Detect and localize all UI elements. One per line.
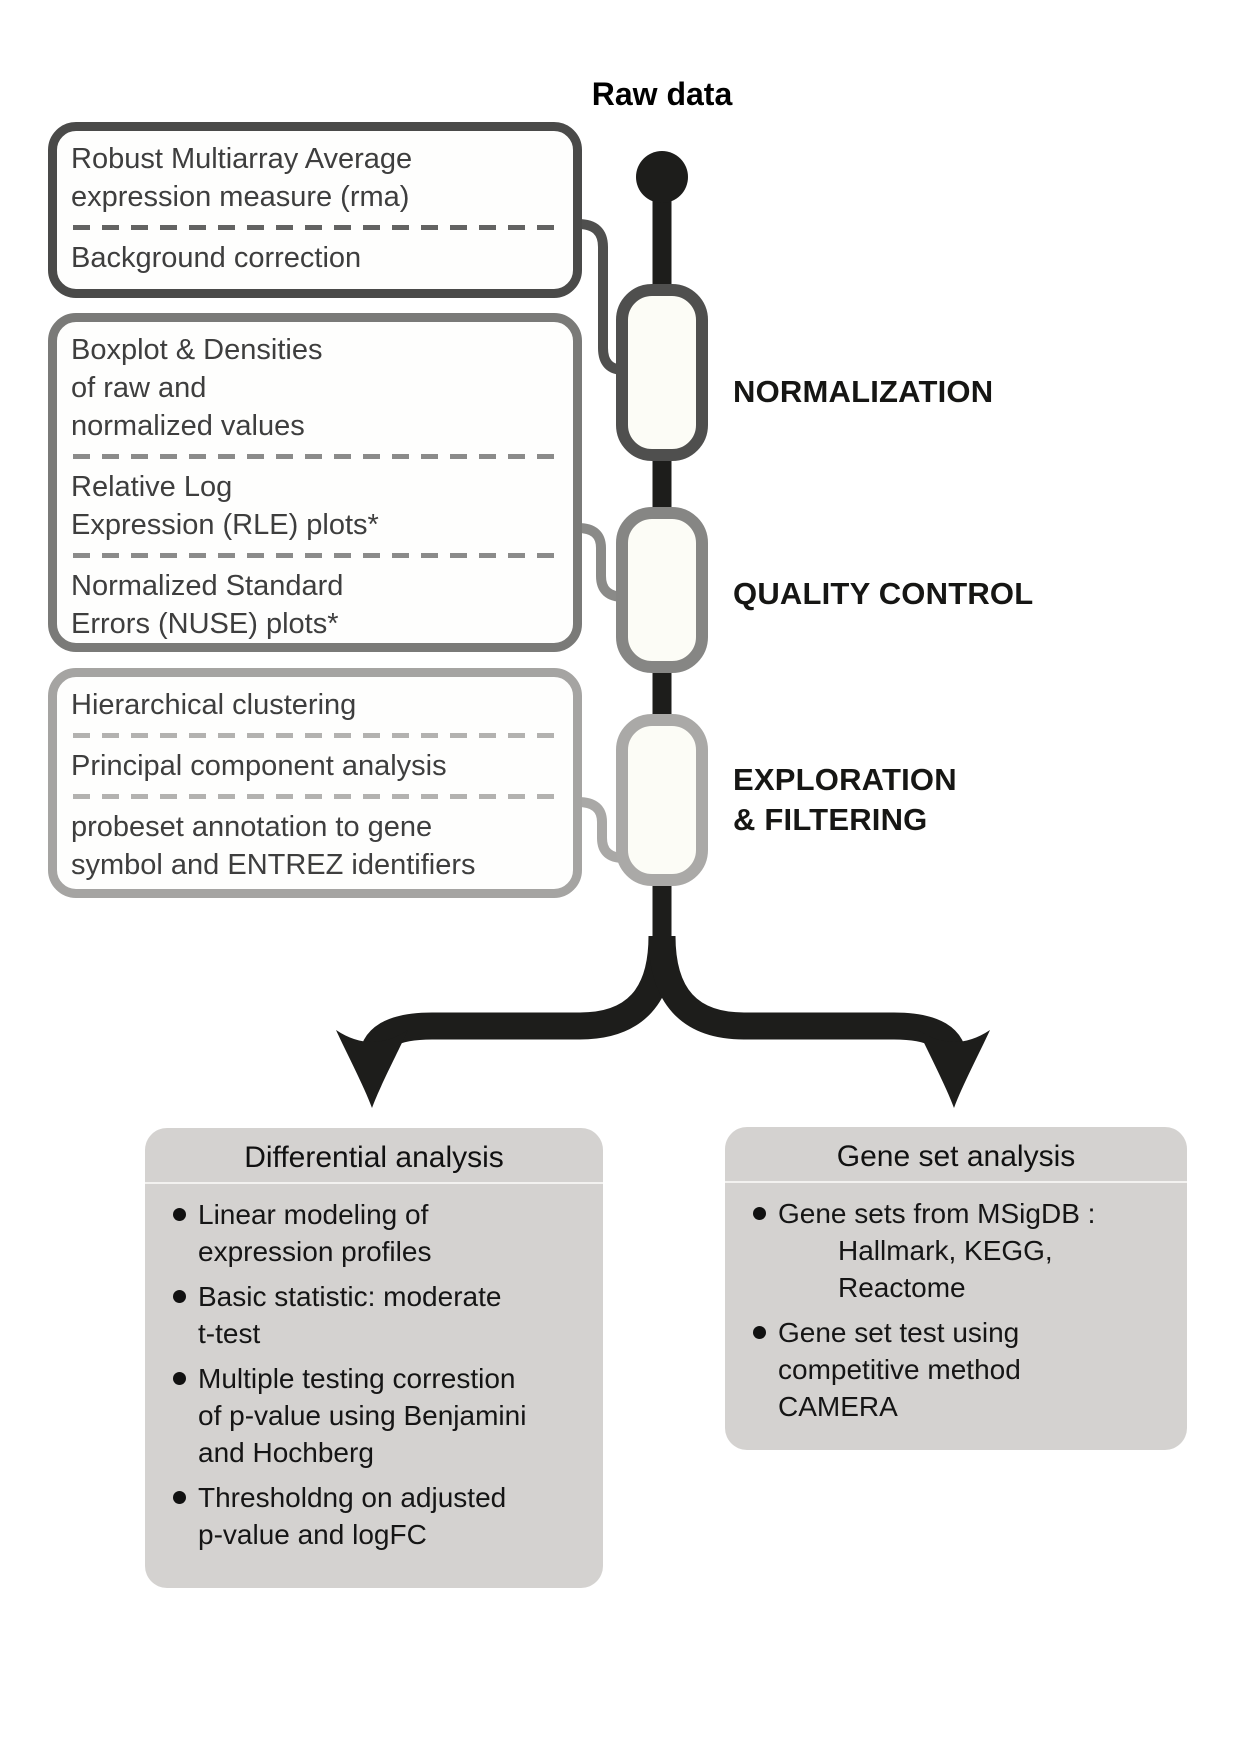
step-row [71, 808, 561, 884]
exploration-node [622, 720, 702, 880]
stage-label-quality-control [733, 574, 1033, 614]
bullet-text: Reactome [838, 1272, 966, 1303]
bullet-list [145, 1184, 603, 1553]
gene-set-analysis-box [725, 1127, 1187, 1450]
bullet-text: CAMERA [778, 1391, 898, 1422]
step-text: expression measure (rma) [71, 181, 410, 213]
step-text: Normalized Standard [71, 570, 344, 602]
raw-data-label: Raw data [591, 76, 733, 112]
normalization-node [622, 290, 702, 455]
right-branch-line [662, 936, 954, 1062]
bullet-text: and Hochberg [198, 1437, 374, 1468]
bullet-text: expression profiles [198, 1236, 432, 1267]
dashed-divider [73, 553, 559, 558]
differential-analysis-box [145, 1128, 603, 1588]
bullet-icon [173, 1290, 186, 1303]
list-item [745, 1195, 1177, 1306]
bullet-text: competitive method [778, 1354, 1021, 1385]
bullet-text: of p-value using Benjamini [198, 1400, 527, 1431]
step-text: normalized values [71, 410, 305, 442]
bullet-text: Gene set test using [778, 1317, 1020, 1348]
step-text: Background correction [71, 242, 362, 274]
dashed-divider [73, 454, 559, 459]
step-row [71, 140, 561, 216]
step-text: Relative Log [71, 471, 233, 503]
step-text: symbol and ENTREZ identifiers [71, 849, 476, 881]
stage-label-text: & FILTERING [733, 802, 928, 837]
step-row [71, 331, 561, 445]
bullet-text: Thresholdng on adjusted [198, 1482, 507, 1513]
exploration-steps-box [48, 668, 582, 898]
branch-title: Gene set analysis [836, 1140, 1076, 1173]
stage-label-text: QUALITY CONTROL [733, 576, 1034, 611]
bullet-text: p-value and logFC [198, 1519, 427, 1550]
step-row [71, 468, 561, 544]
bullet-icon [753, 1326, 766, 1339]
bullet-text: Hallmark, KEGG, [838, 1235, 1053, 1266]
step-row [71, 686, 561, 724]
step-row [71, 747, 561, 785]
bullet-text: Linear modeling of [198, 1199, 429, 1230]
raw-data-dot-icon [636, 151, 688, 203]
normalization-steps-box [48, 122, 582, 298]
dashed-divider [73, 225, 559, 230]
step-text: probeset annotation to gene [71, 811, 433, 843]
bullet-text: Multiple testing correstion [198, 1363, 516, 1394]
bullet-list [725, 1183, 1187, 1425]
dashed-divider [73, 794, 559, 799]
branch-title: Differential analysis [244, 1141, 504, 1174]
list-item [165, 1479, 593, 1553]
stage-label-normalization [733, 372, 993, 412]
step-row [71, 239, 561, 277]
bullet-text: t-test [198, 1318, 261, 1349]
bullet-icon [753, 1207, 766, 1220]
step-text: Expression (RLE) plots* [71, 509, 379, 541]
dashed-divider [73, 733, 559, 738]
step-text: of raw and [71, 372, 207, 404]
list-item [745, 1314, 1177, 1425]
list-item [165, 1278, 593, 1352]
step-text: Errors (NUSE) plots* [71, 608, 339, 640]
stage-label-exploration-filtering [733, 760, 957, 840]
list-item [165, 1196, 593, 1270]
left-branch-line [372, 936, 662, 1062]
step-text: Boxplot & Densities [71, 334, 323, 366]
bullet-icon [173, 1491, 186, 1504]
quality-control-steps-box [48, 313, 582, 652]
quality-control-node [622, 513, 702, 667]
list-item [165, 1360, 593, 1471]
bullet-text: Gene sets from MSigDB : [778, 1198, 1096, 1229]
bullet-text: Basic statistic: moderate [198, 1281, 502, 1312]
step-text: Principal component analysis [71, 750, 447, 782]
bullet-icon [173, 1372, 186, 1385]
step-text: Robust Multiarray Average [71, 143, 413, 175]
bullet-icon [173, 1208, 186, 1221]
stage-label-text: EXPLORATION [733, 762, 957, 797]
stage-label-text: NORMALIZATION [733, 374, 994, 409]
step-text: Hierarchical clustering [71, 689, 357, 721]
step-row [71, 567, 561, 643]
